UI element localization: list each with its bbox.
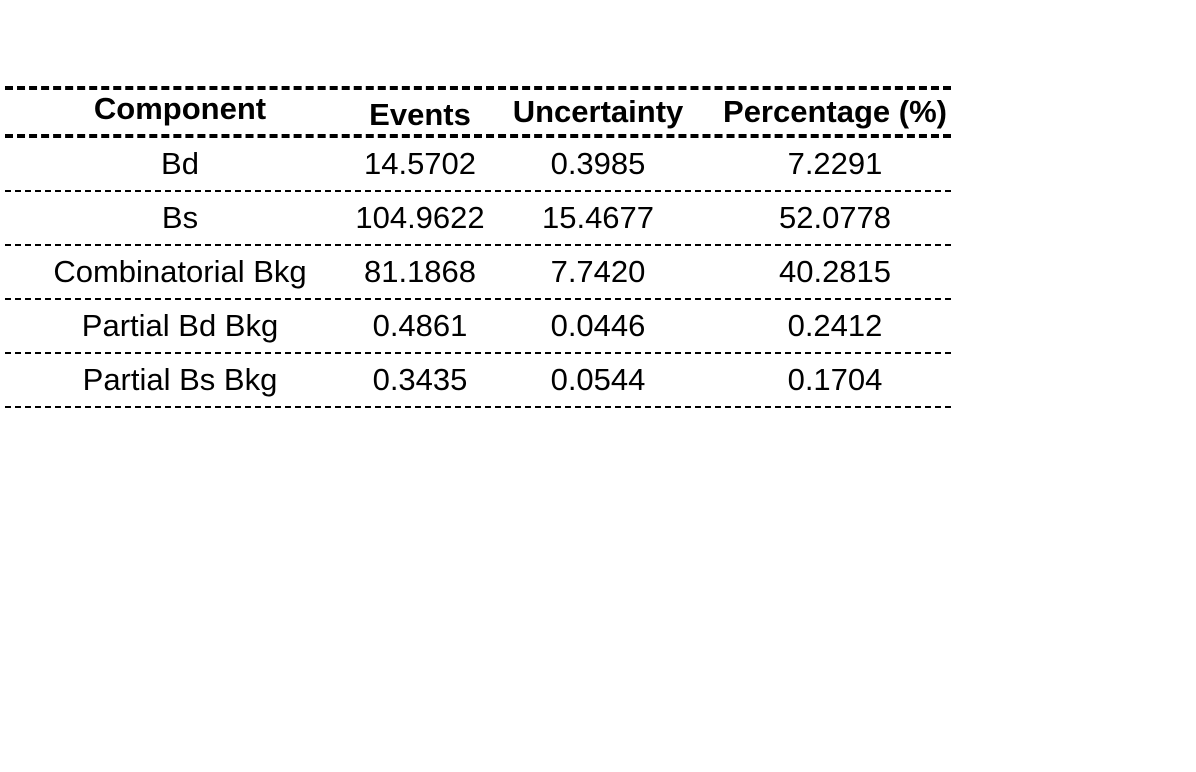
cell-component: Combinatorial Bkg — [53, 254, 307, 289]
table-row — [5, 138, 951, 190]
header-component: Component — [93, 91, 267, 126]
cell-events: 0.4861 — [372, 308, 468, 343]
table-header-row — [5, 90, 951, 134]
cell-uncertainty: 0.0446 — [550, 308, 646, 343]
cell-component: Bs — [161, 200, 199, 235]
header-events: Events — [369, 97, 471, 132]
cell-uncertainty: 15.4677 — [541, 200, 655, 235]
cell-uncertainty: 7.7420 — [550, 254, 646, 289]
cell-events: 104.9622 — [355, 200, 485, 235]
cell-component: Partial Bd Bkg — [81, 308, 279, 343]
cell-events: 0.3435 — [372, 362, 468, 397]
cell-percentage: 7.2291 — [787, 146, 883, 181]
cell-component: Bd — [161, 146, 199, 181]
cell-percentage: 0.1704 — [787, 362, 883, 397]
cell-component: Partial Bs Bkg — [82, 362, 278, 397]
table-row — [5, 192, 951, 244]
table-row — [5, 300, 951, 352]
cell-percentage: 40.2815 — [778, 254, 892, 289]
cell-percentage: 52.0778 — [778, 200, 892, 235]
results-table — [5, 86, 951, 408]
cell-uncertainty: 0.3985 — [550, 146, 646, 181]
table-row — [5, 354, 951, 406]
cell-percentage: 0.2412 — [787, 308, 883, 343]
table-row — [5, 246, 951, 298]
cell-events: 81.1868 — [363, 254, 477, 289]
cell-events: 14.5702 — [363, 146, 477, 181]
header-percentage: Percentage (%) — [723, 94, 947, 129]
header-uncertainty: Uncertainty — [512, 94, 684, 129]
cell-uncertainty: 0.0544 — [550, 362, 646, 397]
table-bottom-rule — [5, 406, 951, 408]
